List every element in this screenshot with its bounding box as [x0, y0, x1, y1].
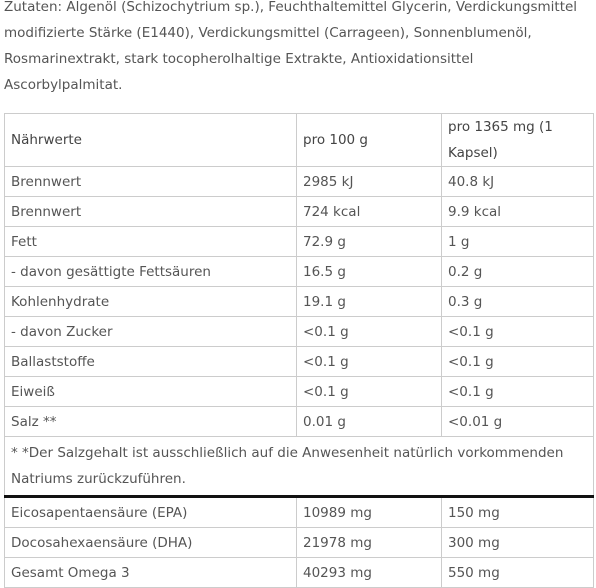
fatty-acid-name: Gesamt Omega 3 [5, 558, 297, 588]
nutrient-per-100g: 72.9 g [297, 227, 442, 257]
nutrient-per-100g: <0.1 g [297, 347, 442, 377]
table-row [5, 347, 594, 377]
ingredients-paragraph [4, 0, 592, 98]
nutrient-per-capsule: 0.2 g [442, 257, 594, 287]
fatty-acid-per-100g: 40293 mg [297, 558, 442, 588]
nutrient-per-capsule: 9.9 kcal [442, 197, 594, 227]
fatty-acid-per-capsule: 150 mg [442, 497, 594, 528]
nutrition-table [4, 113, 594, 588]
fatty-acid-per-100g: 10989 mg [297, 497, 442, 528]
nutrient-per-capsule: 40.8 kJ [442, 167, 594, 197]
nutrient-per-capsule: <0.1 g [442, 377, 594, 407]
nutrient-per-capsule: <0.1 g [442, 317, 594, 347]
nutrient-name: - davon gesättigte Fettsäuren [5, 257, 297, 287]
nutrient-name: Salz ** [5, 407, 297, 437]
table-row [5, 287, 594, 317]
nutrient-per-100g: 19.1 g [297, 287, 442, 317]
nutrient-name: Eiweiß [5, 377, 297, 407]
nutrient-per-100g: <0.1 g [297, 317, 442, 347]
table-row [5, 497, 594, 528]
nutrient-name: Brennwert [5, 167, 297, 197]
nutrient-per-100g: 16.5 g [297, 257, 442, 287]
fatty-acid-per-capsule: 300 mg [442, 528, 594, 558]
nutrient-per-100g: 0.01 g [297, 407, 442, 437]
header-pro-100g: pro 100 g [297, 114, 442, 167]
nutrient-name: Brennwert [5, 197, 297, 227]
table-row [5, 257, 594, 287]
table-row [5, 528, 594, 558]
ingredients-label: Zutaten: [4, 0, 63, 15]
table-row [5, 317, 594, 347]
nutrient-per-capsule: <0.1 g [442, 347, 594, 377]
fatty-acid-name: Eicosapentaensäure (EPA) [5, 497, 297, 528]
nutrient-per-capsule: <0.01 g [442, 407, 594, 437]
nutrient-per-100g: 2985 kJ [297, 167, 442, 197]
table-row [5, 407, 594, 437]
nutrient-per-100g: <0.1 g [297, 377, 442, 407]
nutrient-per-capsule: 1 g [442, 227, 594, 257]
table-row [5, 197, 594, 227]
nutrient-name: - davon Zucker [5, 317, 297, 347]
salt-footnote: * *Der Salzgehalt ist ausschließlich auf die Anwesenheit natürlich vorkommenden Natriums zurückzuführen. [5, 437, 594, 497]
table-header-row [5, 114, 594, 167]
nutrient-name: Kohlenhydrate [5, 287, 297, 317]
table-row [5, 377, 594, 407]
fatty-acid-per-capsule: 550 mg [442, 558, 594, 588]
header-pro-kapsel: pro 1365 mg (1 Kapsel) [442, 114, 594, 167]
salt-footnote-row [5, 437, 594, 497]
nutrient-name: Ballaststoffe [5, 347, 297, 377]
nutrient-per-capsule: 0.3 g [442, 287, 594, 317]
fatty-acid-name: Docosahexaensäure (DHA) [5, 528, 297, 558]
header-naehrwerte: Nährwerte [5, 114, 297, 167]
ingredients-text: Algenöl (Schizochytrium sp.), Feuchthaltemittel Glycerin, Verdickungsmittel modifizierte Stärke (E1440), Verdickungsmittel (Carrageen), Sonnenblumenöl, Rosmarinextrakt, stark tocopherolhaltige Extrakte, Antioxidationsittel Ascorbylpalmitat. [4, 0, 578, 93]
nutrient-name: Fett [5, 227, 297, 257]
table-row [5, 167, 594, 197]
table-row [5, 558, 594, 588]
nutrient-per-100g: 724 kcal [297, 197, 442, 227]
fatty-acid-per-100g: 21978 mg [297, 528, 442, 558]
table-row [5, 227, 594, 257]
